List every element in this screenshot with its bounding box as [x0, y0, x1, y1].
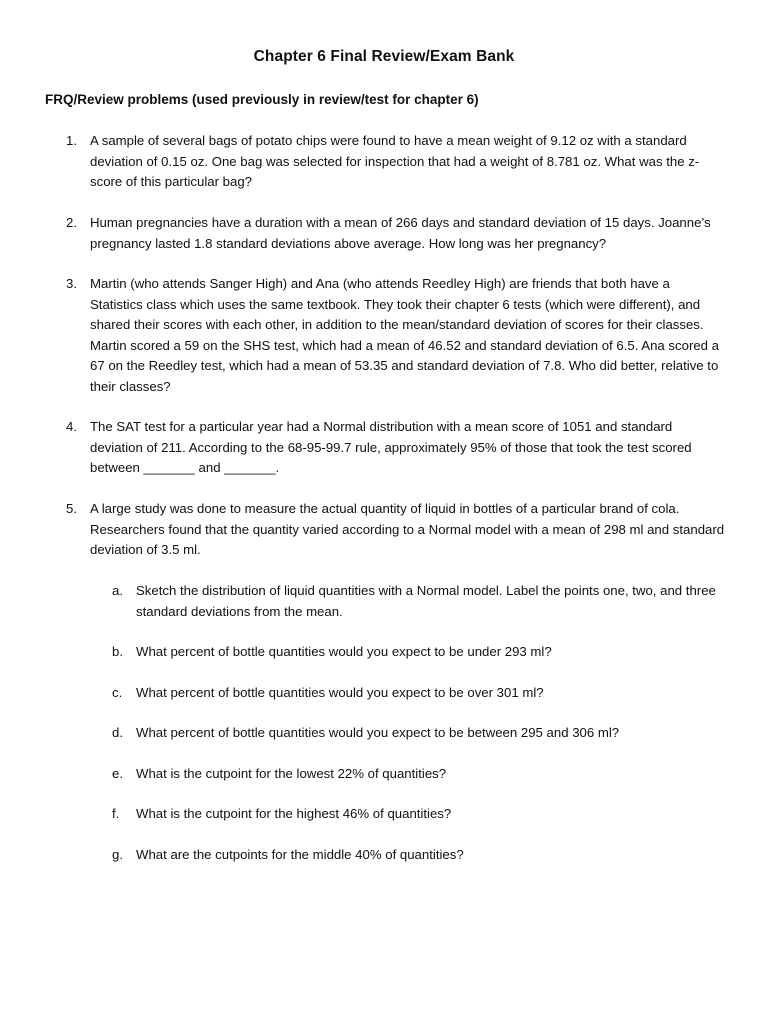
subpart-a: [112, 581, 724, 622]
subpart-c: [112, 683, 724, 704]
question-text: A large study was done to measure the actual quantity of liquid in bottles of a particular brand of cola. Researchers found that the quantity varied according to a Normal model with a mean of 298 ml and standard deviation of 3.5 ml.: [90, 501, 725, 558]
subpart-letter: a.: [112, 583, 123, 598]
question-text: Human pregnancies have a duration with a mean of 266 days and standard deviation of 15 days. Joanne’s pregnancy lasted 1.8 standard deviations above average. How long was her pregnancy?: [90, 215, 711, 251]
subpart-b: [112, 642, 724, 663]
subpart-letter: b.: [112, 644, 123, 659]
subpart-letter: c.: [112, 685, 123, 700]
subpart-d: [112, 723, 724, 744]
question-number: 4.: [66, 419, 77, 434]
question-number: 5.: [66, 501, 77, 516]
page-title: Chapter 6 Final Review/Exam Bank: [253, 48, 515, 65]
subpart-letter: g.: [112, 847, 123, 862]
question-3: [66, 274, 726, 398]
section-heading: FRQ/Review problems (used previously in review/test for chapter 6): [45, 92, 479, 107]
subpart-f: [112, 804, 724, 825]
question-number: 3.: [66, 276, 77, 291]
subpart-letter: f.: [112, 806, 120, 821]
subpart-text: Sketch the distribution of liquid quantities with a Normal model. Label the points one, two, and three standard deviations from the mean.: [136, 583, 716, 619]
subpart-letter: e.: [112, 766, 123, 781]
question-2: [66, 213, 726, 254]
question-5: [66, 499, 726, 561]
question-text: A sample of several bags of potato chips were found to have a mean weight of 9.12 oz with a standard deviation of 0.15 oz. One bag was selected for inspection that had a weight of 8.781 oz. What was the z-score of this particular bag?: [90, 133, 700, 190]
subpart-text: What percent of bottle quantities would you expect to be over 301 ml?: [136, 685, 544, 700]
subpart-text: What percent of bottle quantities would you expect to be between 295 and 306 ml?: [136, 725, 620, 740]
subpart-text: What are the cutpoints for the middle 40% of quantities?: [136, 847, 464, 862]
subpart-text: What percent of bottle quantities would you expect to be under 293 ml?: [136, 644, 552, 659]
subpart-text: What is the cutpoint for the lowest 22% of quantities?: [136, 766, 447, 781]
question-4: [66, 417, 726, 479]
subpart-g: [112, 845, 724, 866]
subpart-text: What is the cutpoint for the highest 46% of quantities?: [136, 806, 452, 821]
subpart-e: [112, 764, 724, 785]
question-number: 1.: [66, 133, 77, 148]
subpart-letter: d.: [112, 725, 123, 740]
question-text: The SAT test for a particular year had a Normal distribution with a mean score of 1051 and standard deviation of 211. According to the 68-95-99.7 rule, approximately 95% of those that took the test scored between _______ and _______.: [90, 419, 692, 476]
question-text: Martin (who attends Sanger High) and Ana (who attends Reedley High) are friends that both have a Statistics class which uses the same textbook. They took their chapter 6 tests (which were different), and shared their scores with each other, in addition to the mean/standard deviation of scores for their classes. Martin scored a 59 on the SHS test, which had a mean of 46.52 and standard deviation of 6.5. Ana scored a 67 on the Reedley test, which had a mean of 53.35 and standard deviation of 7.8. Who did better, relative to their classes?: [90, 276, 720, 394]
question-1: [66, 131, 726, 193]
question-number: 2.: [66, 215, 77, 230]
